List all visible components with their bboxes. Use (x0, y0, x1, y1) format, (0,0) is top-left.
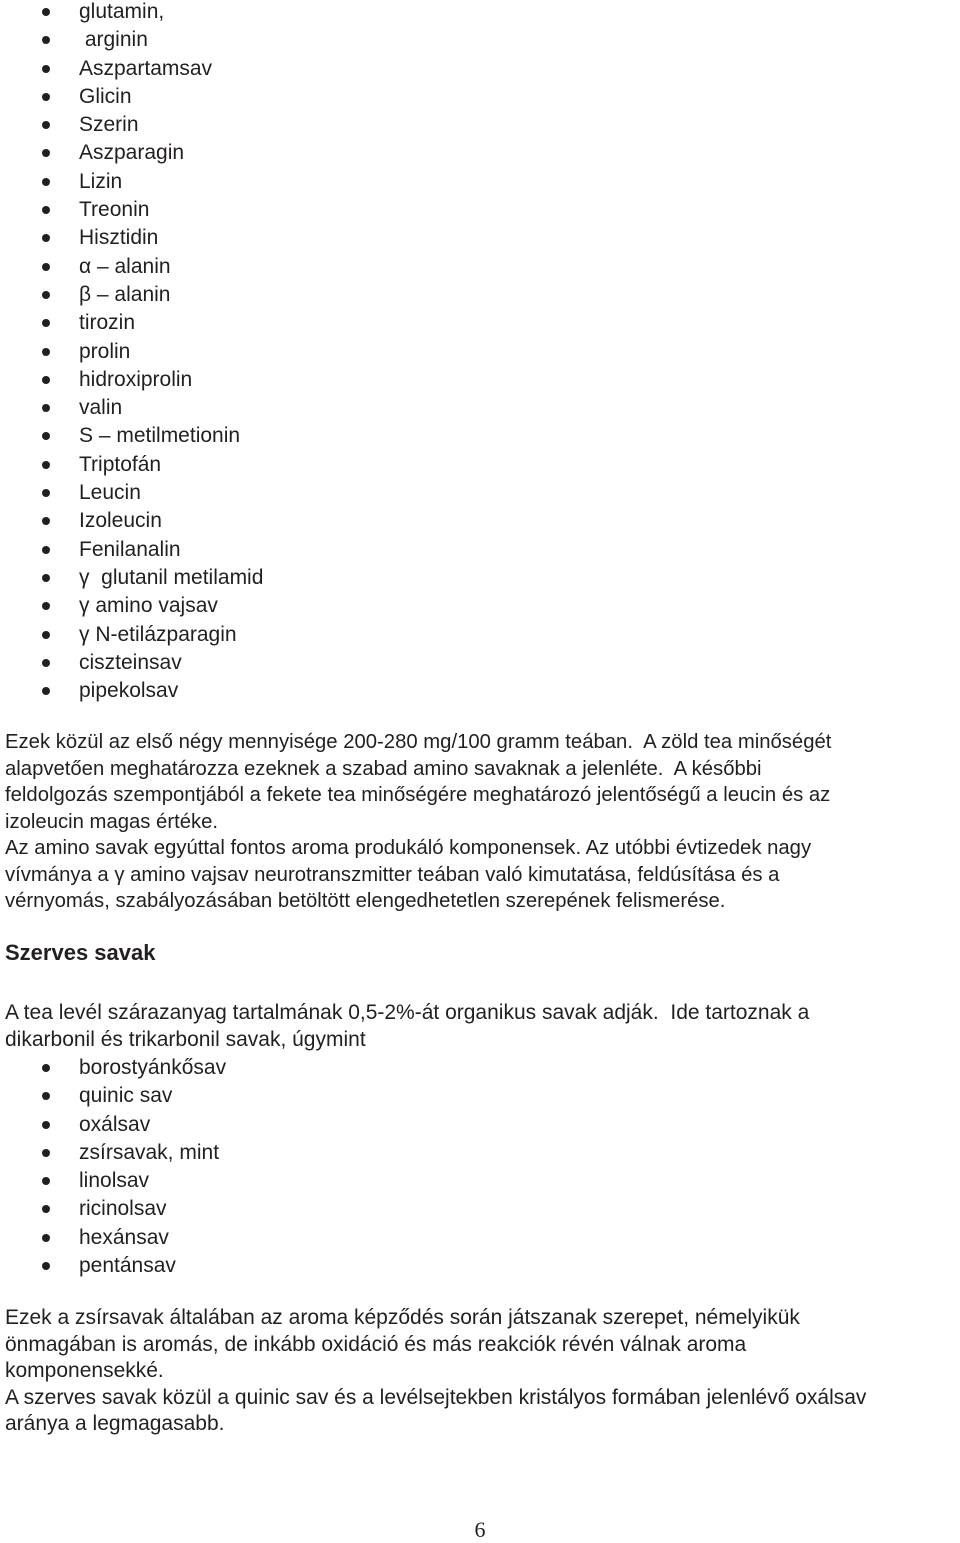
list-item-label: Izoleucin (79, 509, 162, 533)
list-item (0, 536, 263, 564)
bullet-icon (42, 461, 50, 469)
bullet-icon (42, 546, 50, 554)
bullet-icon (42, 206, 50, 214)
list-item-label: pentánsav (79, 1254, 176, 1278)
list-item (0, 1224, 226, 1252)
list-item-label: Lizin (79, 169, 123, 193)
list-item (0, 83, 263, 111)
bullet-icon (42, 659, 50, 667)
bullet-icon (42, 149, 50, 157)
paragraph-line: A tea levél szárazanyag tartalmának 0,5-2%-át organikus savak adják. Ide tartoznak a (5, 1001, 810, 1024)
list-item-label: Treonin (79, 198, 150, 222)
list-item-label: pipekolsav (79, 679, 179, 703)
list-item (0, 0, 263, 26)
bullet-icon (42, 65, 50, 73)
list-item (0, 507, 263, 535)
bullet-icon (42, 121, 50, 129)
list-item-label: α – alanin (79, 254, 171, 278)
list-item-label: zsírsavak, mint (79, 1140, 220, 1164)
list-item-label: arginin (79, 28, 148, 52)
list-item-label: borostyánkősav (79, 1056, 227, 1079)
list-item-label: γ N-etilázparagin (79, 622, 237, 646)
bullet-icon (42, 1205, 50, 1213)
list-item (0, 451, 263, 479)
bullet-icon (42, 319, 50, 327)
bullet-icon (42, 1149, 50, 1157)
list-item-label: ciszteinsav (79, 650, 182, 674)
list-item (0, 394, 263, 422)
paragraph-line: aránya a legmagasabb. (5, 1412, 225, 1435)
list-item (0, 479, 263, 507)
bullet-icon (42, 517, 50, 525)
list-item-label: γ glutanil metilamid (79, 565, 264, 589)
list-item-label: linolsav (79, 1169, 150, 1193)
list-item (0, 55, 263, 83)
list-item-label: Triptofán (79, 452, 162, 476)
list-item (0, 592, 263, 620)
list-item (0, 1195, 226, 1223)
list-item-label: oxálsav (79, 1112, 151, 1136)
list-item (0, 196, 263, 224)
list-item-label: valin (79, 396, 123, 420)
list-item-label: Glicin (79, 84, 132, 108)
list-item-label: β – alanin (79, 282, 171, 306)
list-item-label: hexánsav (79, 1225, 169, 1249)
bullet-icon (42, 178, 50, 186)
list-item-label: Leucin (79, 481, 141, 505)
paragraph-line: Az amino savak egyúttal fontos aroma produkáló komponensek. Az utóbbi évtizedek nagy (5, 837, 812, 859)
bullet-icon (42, 93, 50, 101)
bullet-icon (42, 1234, 50, 1242)
paragraph-line: vívmánya a γ amino vajsav neurotranszmitter teában való kimutatása, feldúsítása és a (5, 863, 780, 886)
list-item (0, 309, 263, 337)
list-item (0, 1054, 226, 1082)
amino-acid-paragraph (5, 729, 957, 915)
list-item (0, 224, 263, 252)
list-item (0, 281, 263, 309)
paragraph-line: Ezek a zsírsavak általában az aroma képződés során játszanak szerepet, némelyikük (5, 1306, 800, 1329)
list-item-label: ricinolsav (79, 1197, 167, 1221)
list-item-label: Hisztidin (79, 226, 159, 250)
list-item (0, 1139, 226, 1167)
list-item (0, 26, 263, 54)
list-item (0, 564, 263, 592)
bullet-icon (42, 404, 50, 412)
fatty-acids-paragraph (5, 1305, 957, 1438)
list-item (0, 621, 263, 649)
bullet-icon (42, 8, 50, 16)
bullet-icon (42, 263, 50, 271)
bullet-icon (42, 687, 50, 695)
list-item-label: Szerin (79, 113, 139, 137)
bullet-icon (42, 1262, 50, 1270)
paragraph-line: izoleucin magas értéke. (5, 810, 219, 833)
list-item (0, 1111, 226, 1139)
bullet-icon (42, 432, 50, 440)
bullet-icon (42, 489, 50, 497)
bullet-icon (42, 376, 50, 384)
list-item (0, 649, 263, 677)
list-item-label: hidroxiprolin (79, 367, 193, 391)
bullet-icon (42, 1092, 50, 1100)
amino-acid-list (0, 0, 263, 705)
list-item-label: tirozin (79, 311, 136, 335)
bullet-icon (42, 1177, 50, 1185)
bullet-icon (42, 602, 50, 610)
paragraph-line: A szerves savak közül a quinic sav és a levélsejtekben kristályos formában jelenlévő oxálsav (5, 1385, 867, 1409)
bullet-icon (42, 631, 50, 639)
list-item (0, 168, 263, 196)
list-item (0, 677, 263, 705)
list-item (0, 253, 263, 281)
paragraph-line: önmagában is aromás, de inkább oxidáció és más reakciók révén válnak aroma (5, 1332, 747, 1356)
organic-acids-intro-paragraph (5, 1000, 957, 1053)
paragraph-line: Ezek közül az első négy mennyisége 200-280 mg/100 gramm teában. A zöld tea minőségét (5, 731, 832, 753)
list-item (0, 1082, 226, 1110)
paragraph-line: dikarbonil és trikarbonil savak, úgymint (5, 1027, 366, 1051)
list-item (0, 1167, 226, 1195)
bullet-icon (42, 36, 50, 44)
paragraph-line: alapvetően meghatározza ezeknek a szabad amino savaknak a jelenléte. A későbbi (5, 757, 762, 780)
organic-acid-list (0, 1054, 226, 1280)
paragraph-line: komponensekké. (5, 1359, 164, 1382)
list-item (0, 111, 263, 139)
list-item-label: γ amino vajsav (79, 594, 218, 618)
list-item (0, 1252, 226, 1280)
paragraph-line: feldolgozás szempontjából a fekete tea minőségére meghatározó jelentőségű a leucin és az (5, 784, 831, 806)
list-item (0, 338, 263, 366)
paragraph-line: vérnyomás, szabályozásában betöltött elengedhetetlen szerepének felismerése. (5, 890, 726, 912)
list-item (0, 139, 263, 167)
list-item-label: Aszparagin (79, 141, 185, 165)
bullet-icon (42, 234, 50, 242)
bullet-icon (42, 348, 50, 356)
list-item (0, 422, 263, 450)
list-item-label: S – metilmetionin (79, 424, 241, 448)
list-item-label: glutamin, (79, 0, 165, 23)
list-item-label: Fenilanalin (79, 537, 181, 561)
list-item-label: quinic sav (79, 1084, 173, 1108)
bullet-icon (42, 291, 50, 299)
bullet-icon (42, 1064, 50, 1072)
list-item-label: prolin (79, 339, 131, 363)
list-item (0, 366, 263, 394)
bullet-icon (42, 574, 50, 582)
page-number: 6 (474, 1517, 486, 1542)
list-item-label: Aszpartamsav (79, 56, 213, 80)
bullet-icon (42, 1121, 50, 1129)
section-heading: Szerves savak (5, 940, 156, 965)
